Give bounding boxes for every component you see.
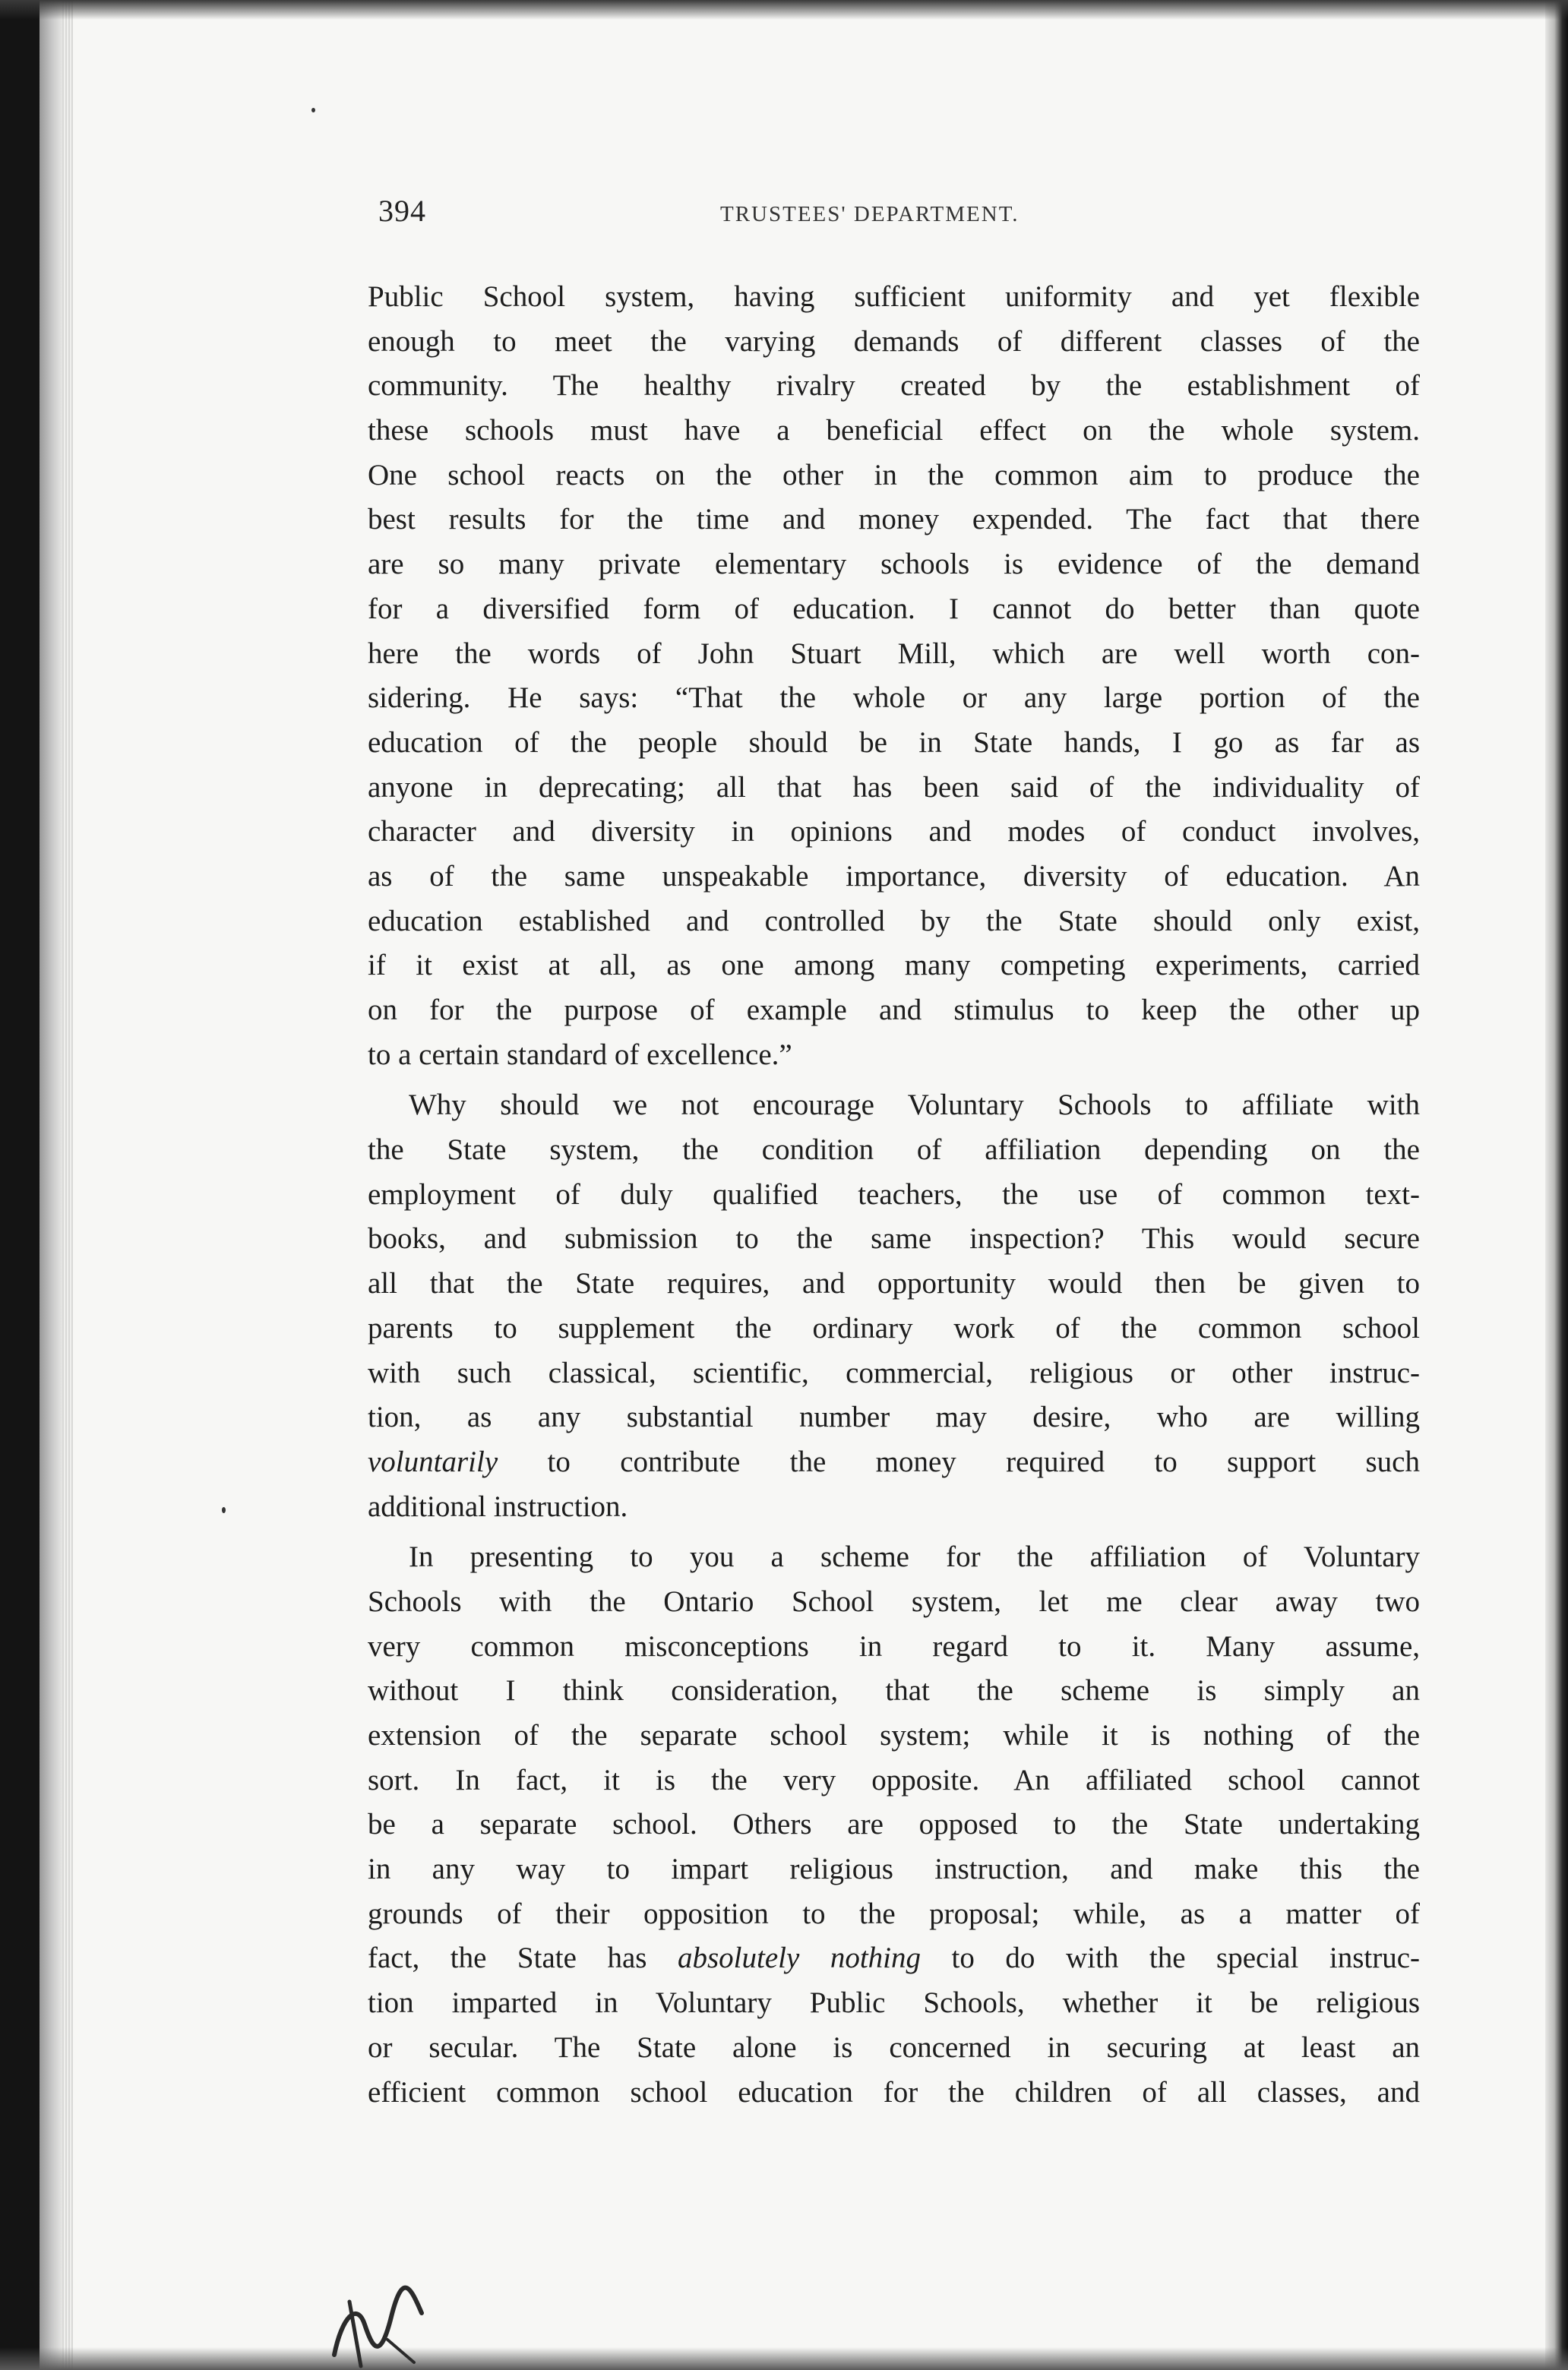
text-line: sort. In fact, it is the very opposite. An affiliated school cannot [368,1763,1420,1796]
text-line: for a diversified form of education. I cannot do better than quote [368,592,1420,625]
text-line: in any way to impart religious instruction, and make this the [368,1853,1420,1886]
text-line: Public School system, having sufficient uniformity and yet flexible [368,280,1420,313]
text-line: anyone in deprecating; all that has been said of the individuality of [368,770,1420,804]
text-fragment: fact, the State has [368,1942,678,1975]
text-line: these schools must have a beneficial effect on the whole system. [368,414,1420,447]
text-line: One school reacts on the other in the common aim to produce the [368,458,1420,491]
bottom-edge-shadow [0,2347,1568,2370]
text-line: education of the people should be in State hands, I go as far as [368,725,1420,759]
text-line: tion, as any substantial number may desire, who are willing [368,1401,1420,1434]
paragraph [368,1083,1420,1529]
text-line: extension of the separate school system; while it is nothing of the [368,1719,1420,1752]
text-line: here the words of John Stuart Mill, which are well worth con- [368,637,1420,670]
text-line: Why should we not encourage Voluntary Schools to affiliate with [409,1089,1420,1122]
text-line: books, and submission to the same inspection? This would secure [368,1222,1420,1256]
top-edge-shadow [0,0,1568,20]
text-line: or secular. The State alone is concerned in securing at least an [368,2030,1420,2064]
text-line: In presenting to you a scheme for the affiliation of Voluntary [409,1540,1420,1574]
text-line: sidering. He says: “That the whole or any large portion of the [368,681,1420,715]
text-line: community. The healthy rivalry created by the establishment of [368,369,1420,403]
text-line: character and diversity in opinions and modes of conduct involves, [368,815,1420,848]
italic-emphasis: absolutely nothing [677,1942,922,1975]
page-edges [62,0,73,2370]
text-line: if it exist at all, as one among many competing experiments, carried [368,949,1420,982]
text-line: additional instruction. [368,1490,628,1523]
text-line: tion imparted in Voluntary Public Schools, whether it be religious [368,1986,1420,2020]
text-line-with-italic [368,1936,1420,1981]
body-text [368,275,1420,2115]
text-line: very common misconceptions in regard to it. Many assume, [368,1629,1420,1663]
text-line: all that the State requires, and opportunity would then be given to [368,1267,1420,1300]
text-line: best results for the time and money expended. The fact that there [368,503,1420,536]
italic-emphasis: voluntarily [368,1445,498,1478]
text-fragment: to contribute the money required to support such [498,1445,1420,1478]
right-page-edge [1545,0,1568,2370]
ink-speck [222,1507,226,1513]
ink-speck [311,108,315,112]
pencil-scribble-mark [319,2271,433,2370]
text-line: be a separate school. Others are opposed to the State undertaking [368,1808,1420,1841]
book-gutter [40,0,62,2370]
running-header [378,193,1442,239]
text-line: with such classical, scientific, commercial, religious or other instruc- [368,1356,1420,1389]
text-line: enough to meet the varying demands of different classes of the [368,324,1420,358]
paragraph [368,1535,1420,2115]
text-line: as of the same unspeakable importance, diversity of education. An [368,859,1420,893]
text-fragment: to do with the special instruc- [921,1942,1420,1975]
text-line-with-italic [368,1440,1420,1485]
text-line: education established and controlled by the State should only exist, [368,904,1420,937]
page-number: 394 [378,194,426,228]
text-line: efficient common school education for the children of all classes, and [368,2075,1420,2109]
text-line: on for the purpose of example and stimulus to keep the other up [368,994,1420,1026]
paragraph [368,275,1420,1077]
text-line: to a certain standard of excellence.” [368,1038,792,1071]
text-line: employment of duly qualified teachers, the use of common text- [368,1177,1420,1211]
text-line: Schools with the Ontario School system, let me clear away two [368,1585,1420,1618]
text-line: grounds of their opposition to the proposal; while, as a matter of [368,1897,1420,1930]
text-line: are so many private elementary schools is evidence of the demand [368,548,1420,581]
running-title: TRUSTEES' DEPARTMENT. [720,202,1020,226]
text-line: the State system, the condition of affiliation depending on the [368,1133,1420,1167]
scanner-bed-shadow [0,0,40,2370]
text-line: parents to supplement the ordinary work of the common school [368,1311,1420,1345]
text-line: without I think consideration, that the scheme is simply an [368,1674,1420,1708]
